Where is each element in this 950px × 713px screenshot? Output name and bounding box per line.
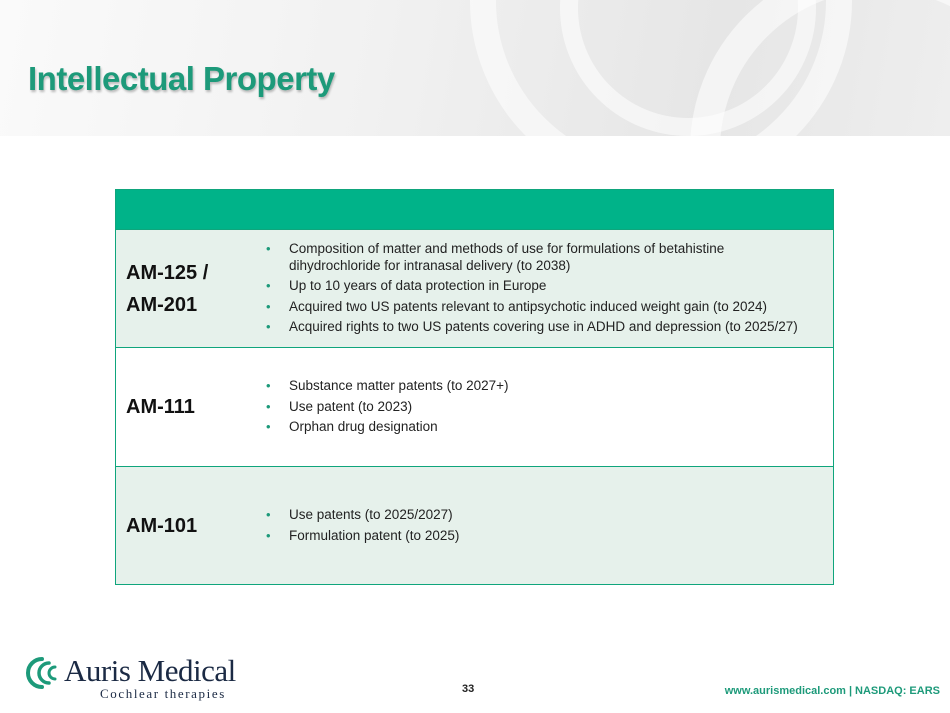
patent-item: • Orphan drug designation — [266, 419, 811, 436]
patent-item: • Substance matter patents (to 2027+) — [266, 378, 811, 395]
patent-list — [266, 237, 811, 340]
product-name-line: AM-125 / — [126, 261, 209, 284]
footer-links — [725, 685, 940, 697]
product-name-line: AM-111 — [126, 396, 195, 418]
table-row — [116, 347, 833, 466]
table-row — [116, 466, 833, 584]
patent-list — [266, 503, 811, 548]
table-header — [116, 190, 833, 229]
product-name — [116, 510, 266, 542]
product-name-line: AM-201 — [126, 293, 198, 316]
product-name — [116, 391, 266, 423]
table-row — [116, 229, 833, 347]
auris-medical-logo — [22, 652, 236, 701]
page-number: 33 — [462, 683, 475, 695]
patent-item: • Formulation patent (to 2025) — [266, 528, 811, 545]
slide-title: Intellectual Property — [28, 60, 335, 97]
footer-separator: | — [848, 685, 853, 697]
website-link[interactable]: www.aurismedical.com — [724, 685, 846, 697]
patent-list — [266, 374, 811, 440]
ip-table — [115, 189, 834, 585]
patent-item: • Up to 10 years of data protection in Europe — [266, 278, 811, 295]
logo-tagline: Cochlear therapies — [100, 686, 226, 701]
ticker-label: NASDAQ: EARS — [855, 685, 940, 697]
product-name — [116, 257, 266, 321]
patent-item: • Composition of matter and methods of use for formulations of betahistine dihydrochloride for intranasal delivery (to 2038) — [266, 241, 811, 274]
logo-name: Auris Medical — [64, 653, 236, 688]
patent-item: • Acquired rights to two US patents covering use in ADHD and depression (to 2025/27) — [266, 319, 811, 336]
patent-item: • Acquired two US patents relevant to antipsychotic induced weight gain (to 2024) — [266, 299, 811, 316]
patent-item: • Use patent (to 2023) — [266, 399, 811, 416]
product-name-line: AM-101 — [126, 514, 198, 537]
patent-item: • Use patents (to 2025/2027) — [266, 507, 811, 524]
auris-swirl-icon — [22, 656, 64, 690]
